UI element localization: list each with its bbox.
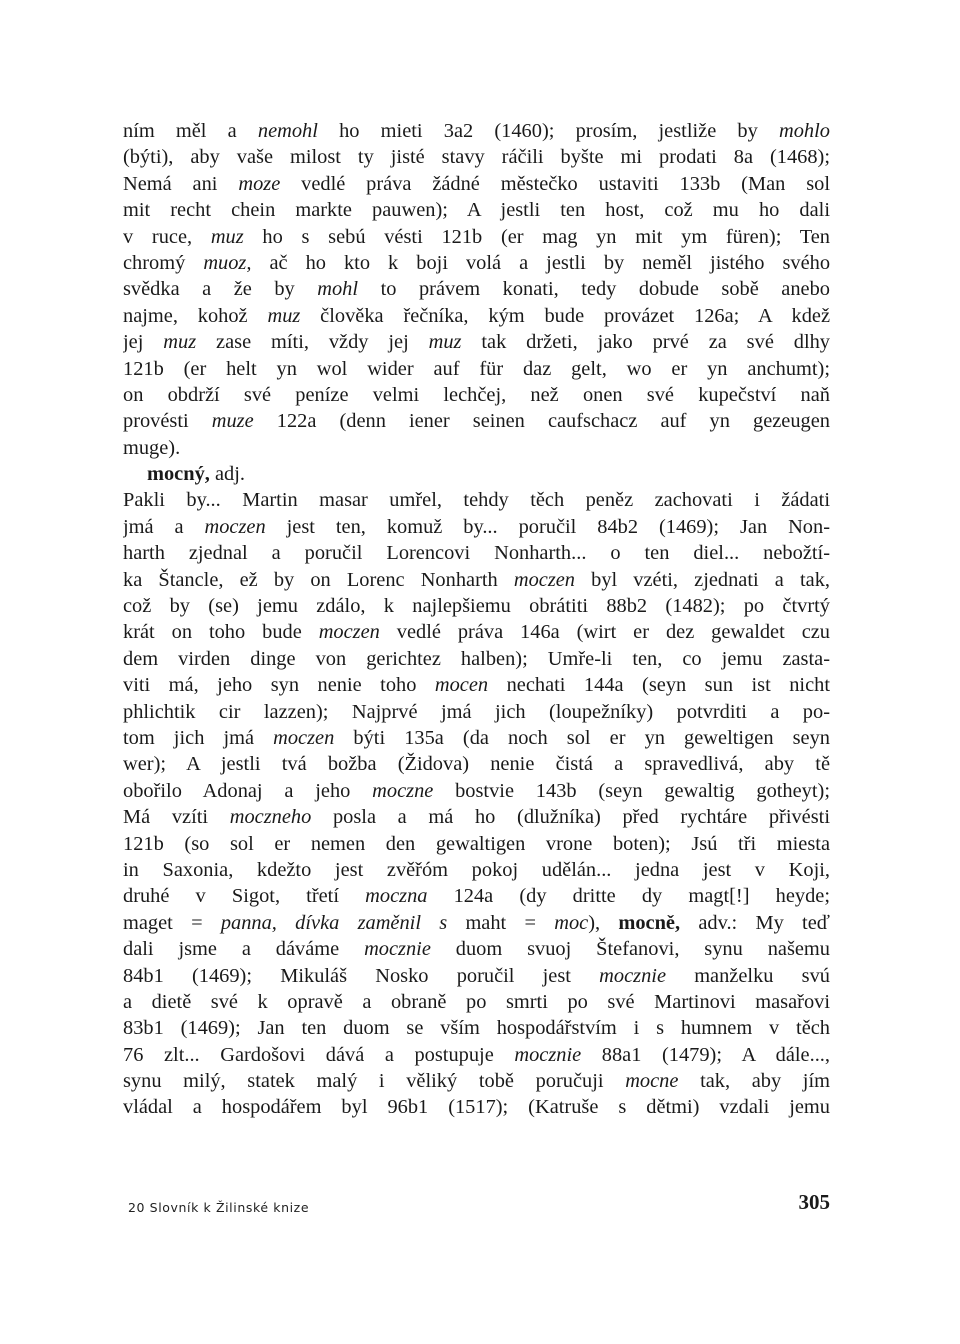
- text-line: [123, 435, 830, 461]
- text-segment: adj.: [209, 463, 245, 486]
- text-segment: on obdrží své peníze velmi lechčej, než onen své kupečství naň: [123, 383, 830, 406]
- text-segment: dali jsme a dáváme: [123, 938, 365, 961]
- text-segment: v ruce,: [123, 225, 211, 248]
- text-line: [123, 461, 830, 487]
- text-segment: Pakli by... Martin masar umřel, tehdy těch peněz zachovati i žádati: [123, 489, 830, 512]
- text-segment: obořilo Adonaj a jeho: [123, 779, 373, 802]
- text-segment: nechati 144a (seyn sun ist nicht: [488, 674, 830, 697]
- text-segment: mit recht chein markte pauwen); A jestli ten host, což mu ho dali: [123, 199, 830, 222]
- text-segment: ač ho kto k boji volá a jestli by neměl jistého svého: [251, 251, 830, 274]
- text-segment: tak držeti, jako prvé za své dlhy: [461, 331, 830, 354]
- text-line: [123, 963, 830, 989]
- italic-form: muz: [428, 331, 462, 354]
- text-segment: vládal a hospodářem byl 96b1 (1517); (Katruše s dětmi) vzdali jemu: [123, 1096, 830, 1119]
- printer-signature: 20 Slovník k Žilinské knize: [128, 1200, 310, 1215]
- text-line: [123, 356, 830, 382]
- text-segment: chromý: [123, 251, 204, 274]
- text-line: [123, 144, 830, 170]
- text-segment: (býti), aby vaše milost ty jisté stavy ráčili byšte mi prodati 8a (1468);: [123, 146, 830, 169]
- text-segment: adv.: My teď: [680, 911, 830, 934]
- italic-form: muz: [210, 225, 244, 248]
- text-segment: ka Štancle, ež by on Lorenc Nonharth: [123, 568, 514, 591]
- text-segment: druhé v Sigot, třetí: [123, 885, 366, 908]
- text-segment: 122a (denn iener seinen caufschacz auf yn gezeugen: [253, 410, 830, 433]
- headword: mocný,: [147, 463, 210, 486]
- text-segment: ),: [588, 911, 619, 934]
- text-line: [123, 224, 830, 250]
- text-segment: maget =: [123, 911, 221, 934]
- text-line: [123, 118, 830, 144]
- text-segment: 76 zlt... Gardošovi dává a postupuje: [123, 1043, 515, 1066]
- italic-form: moczen: [204, 515, 266, 538]
- italic-form: mocznie: [599, 964, 666, 987]
- italic-form: mohl: [317, 278, 359, 301]
- text-segment: vedlé práva žádné městečko ustaviti 133b (Man sol: [280, 172, 830, 195]
- text-line: [123, 619, 830, 645]
- text-line: [123, 250, 830, 276]
- text-segment: jest ten, komuž by... poručil 84b2 (1469); Jan Non-: [265, 515, 830, 538]
- text-line: [123, 197, 830, 223]
- text-segment: tak, aby jím: [678, 1070, 830, 1093]
- italic-form: mocznie: [514, 1043, 582, 1066]
- page-number: 305: [798, 1190, 830, 1214]
- text-segment: 121b (er helt yn wol wider auf für daz gelt, wo er yn anchumt);: [123, 357, 830, 380]
- italic-form: moze: [238, 172, 281, 195]
- text-segment: manželku svú: [666, 964, 830, 987]
- italic-form: panna, dívka zaměnil s: [220, 911, 448, 934]
- text-segment: 124a (dy dritte dy magt[!] heyde;: [427, 885, 830, 908]
- dictionary-entry-text: [123, 118, 830, 1121]
- text-segment: najme, kohož: [123, 304, 268, 327]
- italic-form: moc: [554, 911, 589, 934]
- page-footer: [128, 1190, 830, 1220]
- text-line: [123, 171, 830, 197]
- text-line: [123, 593, 830, 619]
- text-segment: a dietě své k opravě a obraně po smrti po své Martinovi masařovi: [123, 990, 830, 1013]
- text-segment: Má vzíti: [123, 806, 230, 829]
- italic-form: moczna: [365, 885, 428, 908]
- text-line: [123, 382, 830, 408]
- text-segment: tom jich jmá: [123, 726, 274, 749]
- text-segment: krát on toho bude: [123, 621, 319, 644]
- headword: mocně,: [618, 911, 681, 934]
- text-segment: ho s sebú vésti 121b (er mag yn mit ym füren); Ten: [243, 225, 830, 248]
- text-line: [123, 303, 830, 329]
- text-line: [123, 567, 830, 593]
- text-segment: viti má, jeho syn nenie toho: [123, 674, 435, 697]
- text-segment: ním měl a: [123, 120, 258, 142]
- text-segment: maht =: [447, 911, 555, 934]
- text-line: [123, 910, 830, 936]
- text-segment: což by (se) jemu zdálo, k najlepšiemu obrátiti 88b2 (1482); po čtvrtý: [123, 595, 830, 618]
- text-line: [123, 751, 830, 777]
- italic-form: moczen: [513, 568, 575, 591]
- italic-form: mohlo: [779, 120, 830, 142]
- text-line: [123, 804, 830, 830]
- text-line: [123, 1094, 830, 1120]
- text-line: [123, 883, 830, 909]
- text-segment: phlichtik cir lazzen); Najprvé jmá jich (loupežníky) potvrditi a po-: [123, 700, 830, 723]
- text-segment: 121b (so sol er nemen den gewaltigen vrone boten); Jsú tři miesta: [123, 832, 830, 855]
- text-segment: wer); A jestli tvá božba (Židova) nenie čistá a spravedlivá, aby tě: [123, 753, 830, 776]
- text-line: [123, 989, 830, 1015]
- text-segment: vedlé práva 146a (wirt er dez gewaldet czu: [379, 621, 830, 644]
- text-segment: ho mieti 3a2 (1460); prosím, jestliže by: [317, 120, 780, 142]
- text-line: [123, 646, 830, 672]
- italic-form: nemohl: [257, 120, 318, 142]
- italic-form: moczneho: [229, 806, 312, 829]
- text-segment: posla a má ho (dlužníka) před rychtáre přivésti: [311, 806, 830, 829]
- text-line: [123, 1068, 830, 1094]
- italic-form: muze: [211, 410, 254, 433]
- text-line: [123, 936, 830, 962]
- italic-form: moczen: [273, 726, 335, 749]
- text-segment: harth zjednal a poručil Lorencovi Nonharth... o ten diel... nebožtí-: [123, 542, 830, 565]
- text-segment: to právem konati, tedy dobude sobě anebo: [358, 278, 830, 301]
- text-line: [123, 487, 830, 513]
- text-segment: provésti: [123, 410, 212, 433]
- text-line: [123, 276, 830, 302]
- text-segment: člověka řečníka, kým bude provázet 126a; A kdež: [300, 304, 830, 327]
- text-segment: synu milý, statek malý i věliký tobě poručuji: [123, 1070, 626, 1093]
- text-line: [123, 408, 830, 434]
- text-segment: muge).: [123, 436, 181, 459]
- text-segment: jmá a: [123, 515, 205, 538]
- text-line: [123, 1015, 830, 1041]
- text-line: [123, 699, 830, 725]
- italic-form: moczne: [372, 779, 434, 802]
- text-segment: svědka a že by: [123, 278, 318, 301]
- italic-form: moczen: [318, 621, 380, 644]
- text-segment: 83b1 (1469); Jan ten duom se vším hospodářstvím i s humnem v těch: [123, 1017, 830, 1040]
- text-line: [123, 540, 830, 566]
- text-line: [123, 514, 830, 540]
- text-segment: bostvie 143b (seyn gewaltig gotheyt);: [433, 779, 830, 802]
- text-line: [123, 329, 830, 355]
- text-segment: 84b1 (1469); Mikuláš Nosko poručil jest: [123, 964, 600, 987]
- text-line: [123, 778, 830, 804]
- text-segment: zase míti, vždy jej: [196, 331, 429, 354]
- text-line: [123, 672, 830, 698]
- text-segment: býti 135a (da noch sol er yn geweltigen seyn: [334, 726, 830, 749]
- text-segment: dem virden dinge von gerichtez halben); Umře-li ten, co jemu zasta-: [123, 647, 830, 670]
- text-segment: in Saxonia, kdežto jest zvěřóm pokoj udělán... jedna jest v Koji,: [123, 858, 830, 881]
- italic-form: muz: [267, 304, 301, 327]
- italic-form: mocznie: [364, 938, 431, 961]
- text-segment: byl vzéti, zjednati a tak,: [575, 568, 830, 591]
- italic-form: muz: [163, 331, 197, 354]
- text-segment: duom svuoj Štefanovi, synu našemu: [430, 938, 830, 961]
- text-line: [123, 1042, 830, 1068]
- text-segment: jej: [123, 331, 164, 354]
- italic-form: mocen: [434, 674, 489, 697]
- italic-form: muoz,: [203, 251, 252, 274]
- text-segment: 88a1 (1479); A dále...,: [581, 1043, 830, 1066]
- italic-form: mocne: [625, 1070, 679, 1093]
- text-line: [123, 725, 830, 751]
- text-line: [123, 831, 830, 857]
- text-line: [123, 857, 830, 883]
- text-segment: Nemá ani: [123, 172, 239, 195]
